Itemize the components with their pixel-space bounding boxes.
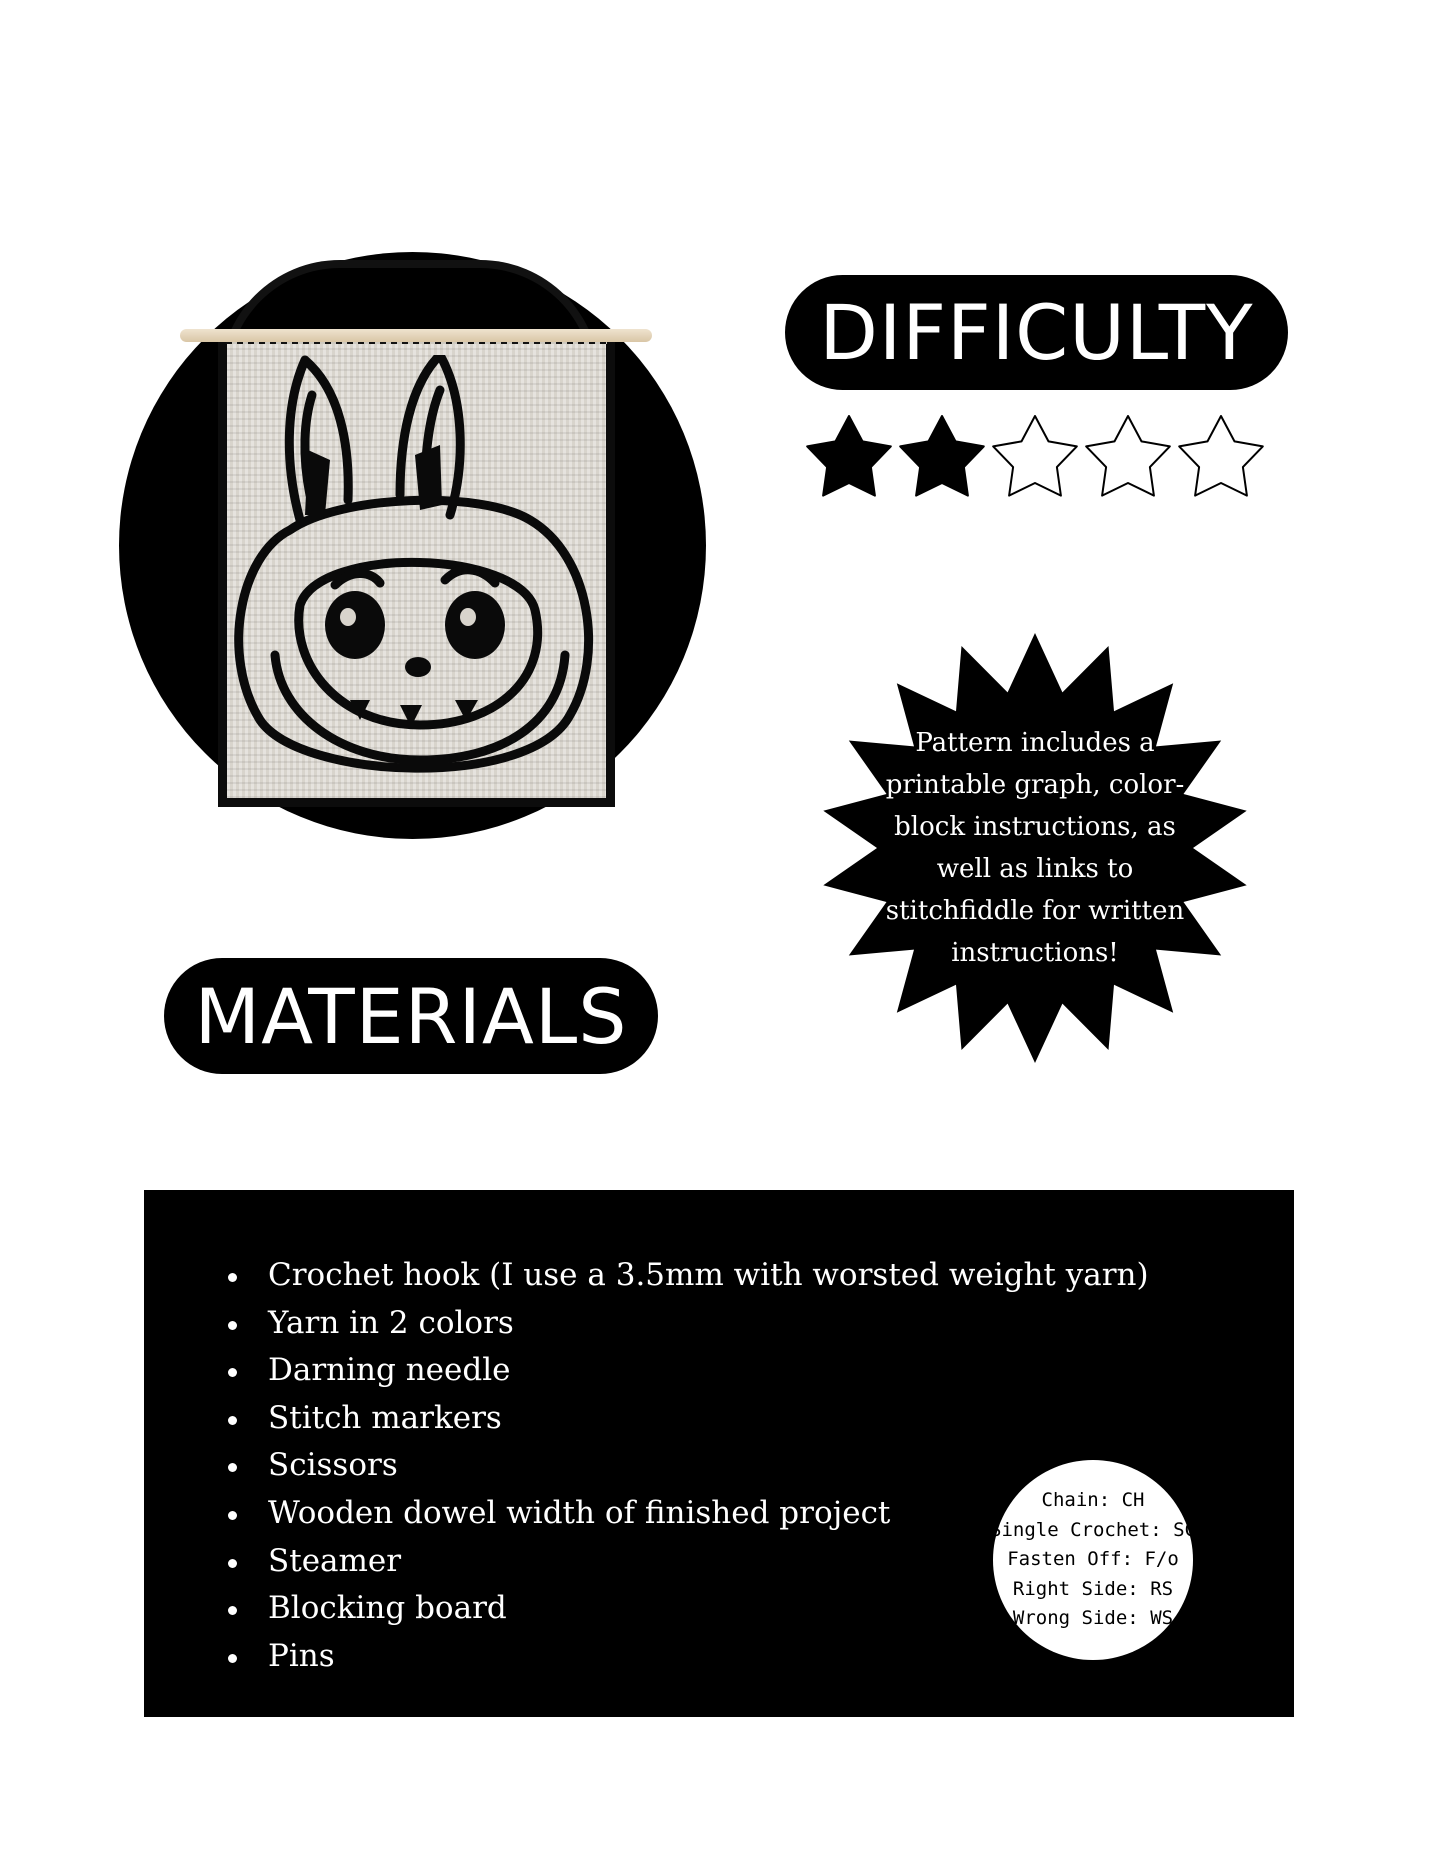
abbreviation-item: Chain: CH	[1041, 1489, 1145, 1512]
difficulty-rating	[803, 413, 1273, 503]
materials-list-item: Yarn in 2 colors	[224, 1300, 1149, 1348]
materials-heading	[164, 958, 658, 1074]
materials-list-item: Blocking board	[224, 1585, 1149, 1633]
materials-list-item: Wooden dowel width of finished project	[224, 1490, 1149, 1538]
materials-list-item: Pins	[224, 1633, 1149, 1681]
abbreviation-item: Fasten Off: F/o	[1007, 1548, 1179, 1571]
abbreviation-item: Single Crochet: SC	[990, 1518, 1196, 1541]
abbreviations-key	[990, 1460, 1196, 1660]
abbreviation-item: Wrong Side: WS	[1012, 1607, 1174, 1630]
creature-illustration	[230, 355, 603, 795]
materials-list-item: Steamer	[224, 1538, 1149, 1586]
star-empty-icon	[1179, 416, 1263, 496]
materials-list-item: Scissors	[224, 1442, 1149, 1490]
star-empty-icon	[993, 416, 1077, 496]
wooden-dowel	[180, 329, 652, 342]
star-empty-icon	[1086, 416, 1170, 496]
difficulty-heading-text: DIFFICULTY	[819, 288, 1254, 377]
materials-heading-text: MATERIALS	[194, 971, 628, 1061]
star-filled-icon	[807, 416, 891, 496]
materials-list-item: Darning needle	[224, 1347, 1149, 1395]
pattern-includes-callout: Pattern includes a printable graph, color-block instructions, as well as links to stitchfiddle for written instructions!	[885, 728, 1185, 968]
star-filled-icon	[900, 416, 984, 496]
abbreviation-item: Right Side: RS	[1012, 1577, 1174, 1600]
materials-list-item: Crochet hook (I use a 3.5mm with worsted weight yarn)	[224, 1252, 1149, 1300]
difficulty-heading	[785, 275, 1288, 390]
materials-list-item: Stitch markers	[224, 1395, 1149, 1443]
